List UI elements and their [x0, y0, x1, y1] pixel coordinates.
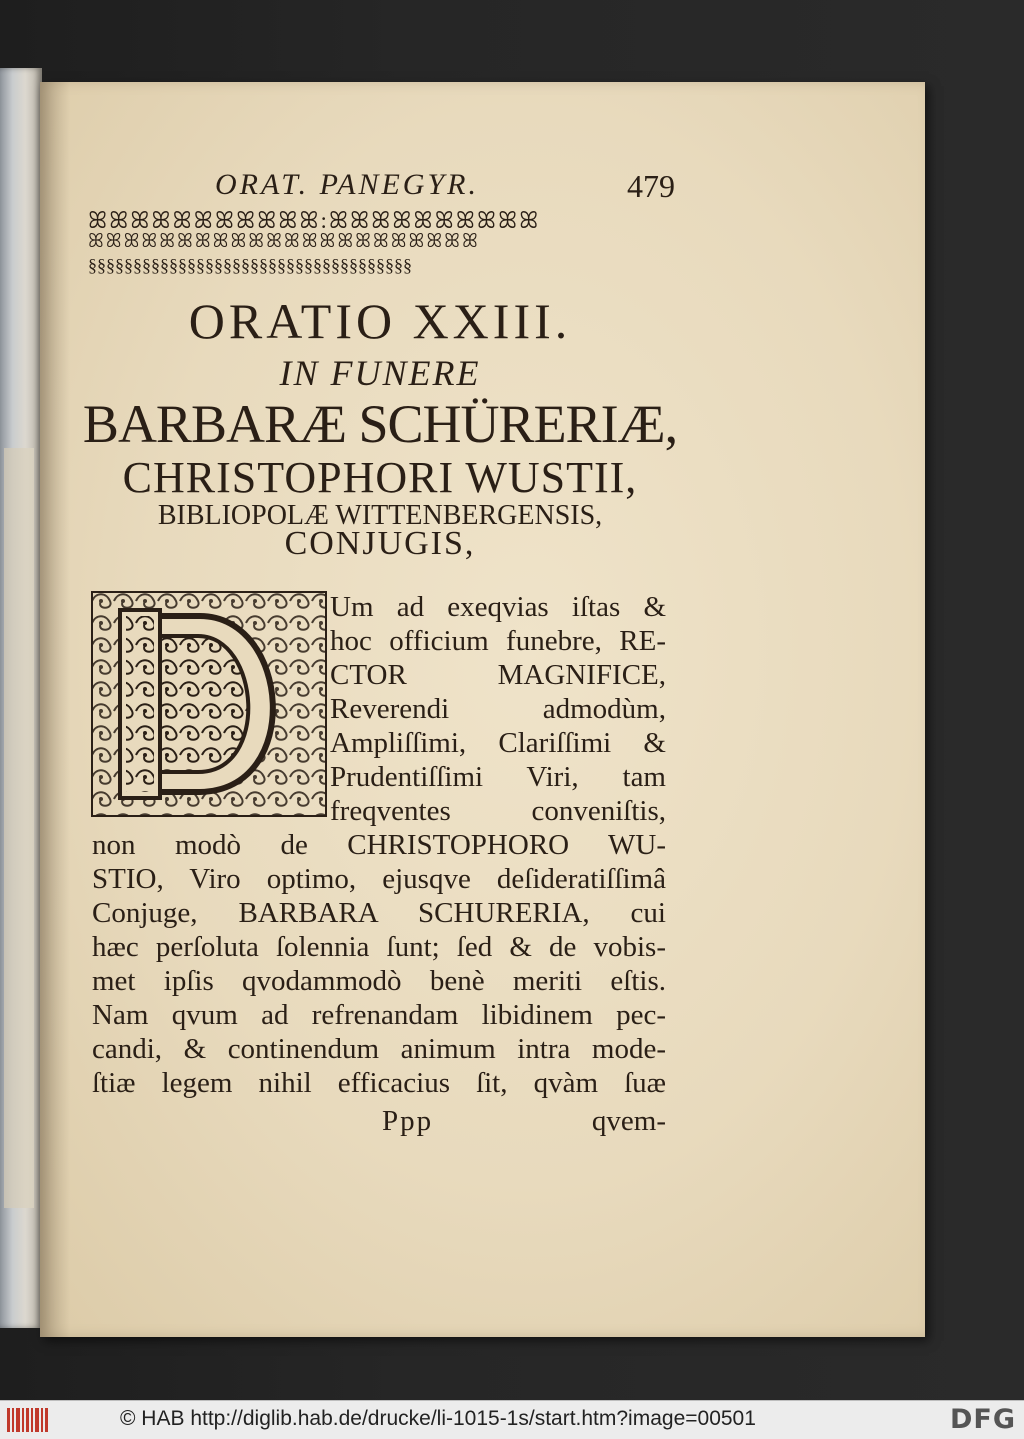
- body-line: hæc perſoluta ſolennia ſunt; ſed & de vobis-: [92, 931, 666, 963]
- adjacent-page-edge: [0, 68, 42, 1328]
- attribution-link[interactable]: © HAB http://diglib.hab.de/drucke/li-1015-1s/start.htm?image=00501: [120, 1407, 756, 1430]
- heading-conjugis: CONJUGIS,: [284, 525, 476, 562]
- oration-title: ORATIO XXIII.: [188, 293, 572, 349]
- heading-name: BARBARÆ SCHÜRERIÆ,: [82, 394, 678, 454]
- running-head-title: ORAT. PANEGYR.: [215, 168, 479, 201]
- attribution-bar: [0, 1400, 1024, 1439]
- page-number: 479: [627, 168, 675, 204]
- page-foot: [92, 1105, 666, 1141]
- body-line: candi, & continendum animum intra mode-: [92, 1033, 666, 1065]
- body-line: Um ad exeqvias iſtas &: [330, 591, 666, 623]
- ornament-row-middle: ꕤꕤꕤꕤꕤꕤꕤꕤꕤꕤꕤꕤꕤꕤꕤꕤꕤꕤꕤꕤꕤꕤ: [88, 231, 480, 252]
- ornament-row-top: ꕤꕤꕤꕤꕤꕤꕤꕤꕤꕤꕤ:ꕤꕤꕤꕤꕤꕤꕤꕤꕤꕤ: [88, 208, 541, 233]
- body-line: STIO, Viro optimo, ejusqve deſideratiſſimâ: [92, 863, 666, 895]
- heading-husband: CHRISTOPHORI WUSTII,: [122, 453, 638, 502]
- body-line: Nam qvum ad refrenandam libidinem pec-: [92, 999, 666, 1031]
- body-line: non modò de CHRISTOPHORO WU-: [92, 829, 666, 861]
- body-line: Conjuge, BARBARA SCHURERIA, cui: [92, 897, 666, 929]
- page-gutter-shadow: [40, 82, 70, 1337]
- signature-mark: Ppp: [382, 1105, 434, 1137]
- body-line: Prudentiſſimi Viri, tam: [330, 761, 666, 793]
- oration-subtitle: IN FUNERE: [279, 353, 481, 393]
- body-line: hoc officium funebre, RE-: [330, 625, 666, 657]
- decorated-initial-graphic: [90, 590, 328, 818]
- body-line: CTOR MAGNIFICE,: [330, 659, 666, 691]
- body-line: Reverendi admodùm,: [330, 693, 666, 725]
- barcode-icon: [6, 1406, 50, 1434]
- body-line: Ampliſſimi, Clariſſimi &: [330, 727, 666, 759]
- ornament-row-bottom: §§§§§§§§§§§§§§§§§§§§§§§§§§§§§§§§§§§§: [88, 255, 412, 275]
- body-line: freqventes conveniſtis,: [330, 795, 666, 827]
- running-head: [205, 168, 675, 208]
- body-line: ſtiæ legem nihil efficacius ſit, qvàm ſuæ: [92, 1067, 666, 1099]
- catchword: qvem-: [591, 1105, 666, 1137]
- heading-profession: BIBLIOPOLÆ WITTENBERGENSIS,: [157, 500, 603, 531]
- adjacent-page-strip: [4, 448, 34, 1208]
- dfg-logo: DFG: [949, 1404, 1016, 1435]
- body-line: met ipſis qvodammodò benè meriti eſtis.: [92, 965, 666, 997]
- decorated-initial: [90, 590, 328, 818]
